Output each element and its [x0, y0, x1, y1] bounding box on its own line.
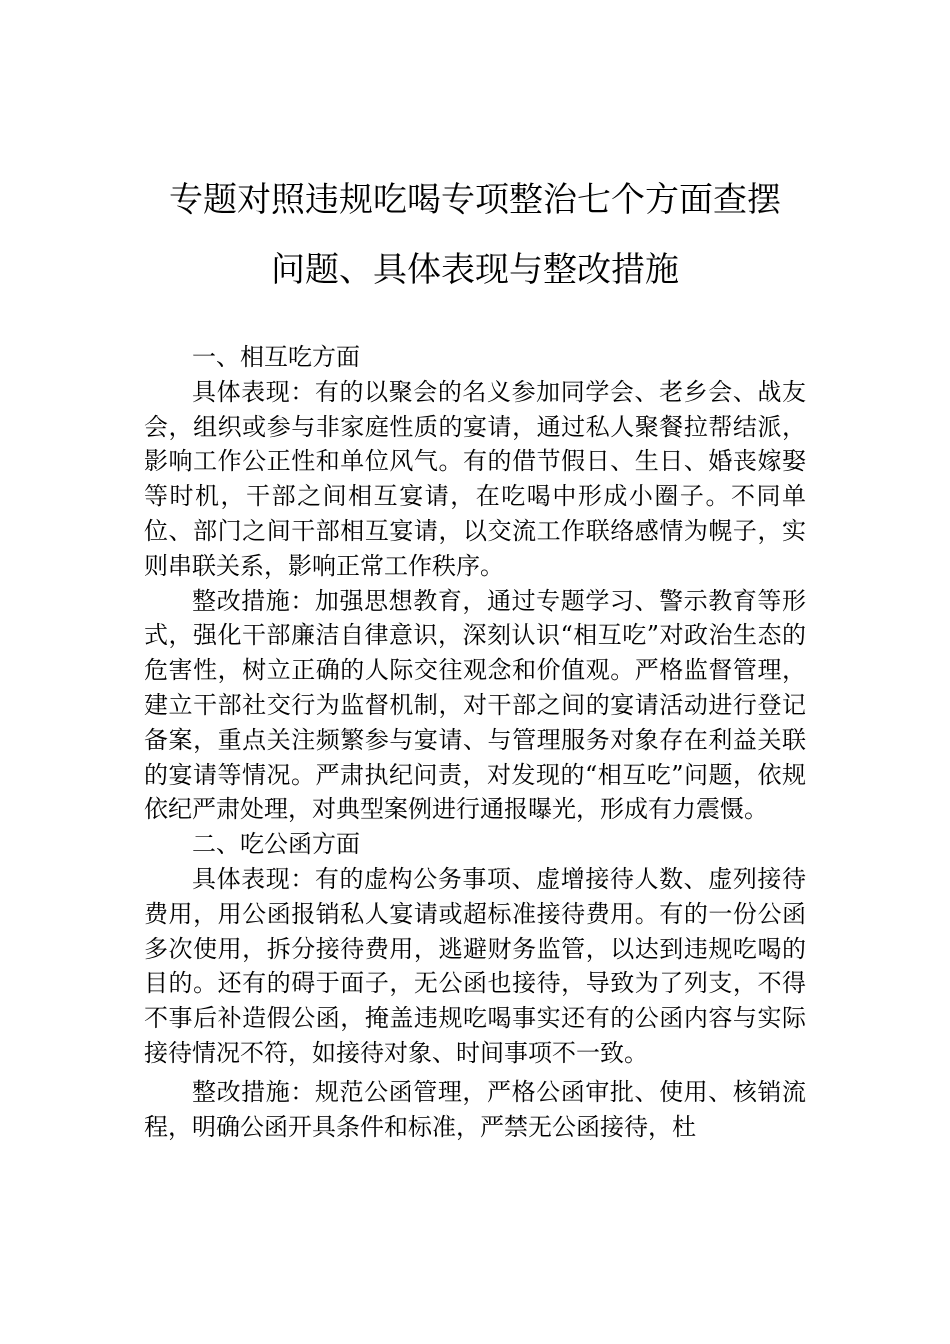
section-2-measures: 整改措施：规范公函管理，严格公函审批、使用、核销流程，明确公函开具条件和标准，严禁无公函接待，杜 — [144, 1077, 806, 1141]
document-body — [144, 340, 806, 1144]
section-1-manifestation: 具体表现：有的以聚会的名义参加同学会、老乡会、战友会，组织或参与非家庭性质的宴请，通过私人聚餐拉帮结派，影响工作公正性和单位风气。有的借节假日、生日、婚丧嫁娶等时机，干部之间相互宴请，在吃喝中形成小圈子。不同单位、部门之间干部相互宴请，以交流工作联络感情为幌子，实则串联关系，影响正常工作秩序。 — [144, 377, 806, 580]
document-title-line-2: 问题、具体表现与整改措施 — [271, 250, 679, 290]
document-title-line-1: 专题对照违规吃喝专项整治七个方面查摆 — [169, 180, 781, 220]
section-2-manifestation: 具体表现：有的虚构公务事项、虚增接待人数、虚列接待费用，用公函报销私人宴请或超标准接待费用。有的一份公函多次使用，拆分接待费用，逃避财务监管，以达到违规吃喝的目的。还有的碍于面子，无公函也接待，导致为了列支，不得不事后补造假公函，掩盖违规吃喝事实还有的公函内容与实际接待情况不符，如接待对象、时间事项不一致。 — [144, 864, 806, 1067]
section-2-heading: 二、吃公函方面 — [192, 830, 360, 859]
section-1-heading: 一、相互吃方面 — [192, 343, 360, 371]
section-1-measures: 整改措施：加强思想教育，通过专题学习、警示教育等形式，强化干部廉洁自律意识，深刻认识“相互吃”对政治生态的危害性，树立正确的人际交往观念和价值观。严格监督管理，建立干部社交行为监督机制，对干部之间的宴请活动进行登记备案，重点关注频繁参与宴请、与管理服务对象存在利益关联的宴请等情况。严肃执纪问责，对发现的“相互吃”问题，依规依纪严肃处理，对典型案例进行通报曝光，形成有力震慑。 — [144, 586, 806, 824]
